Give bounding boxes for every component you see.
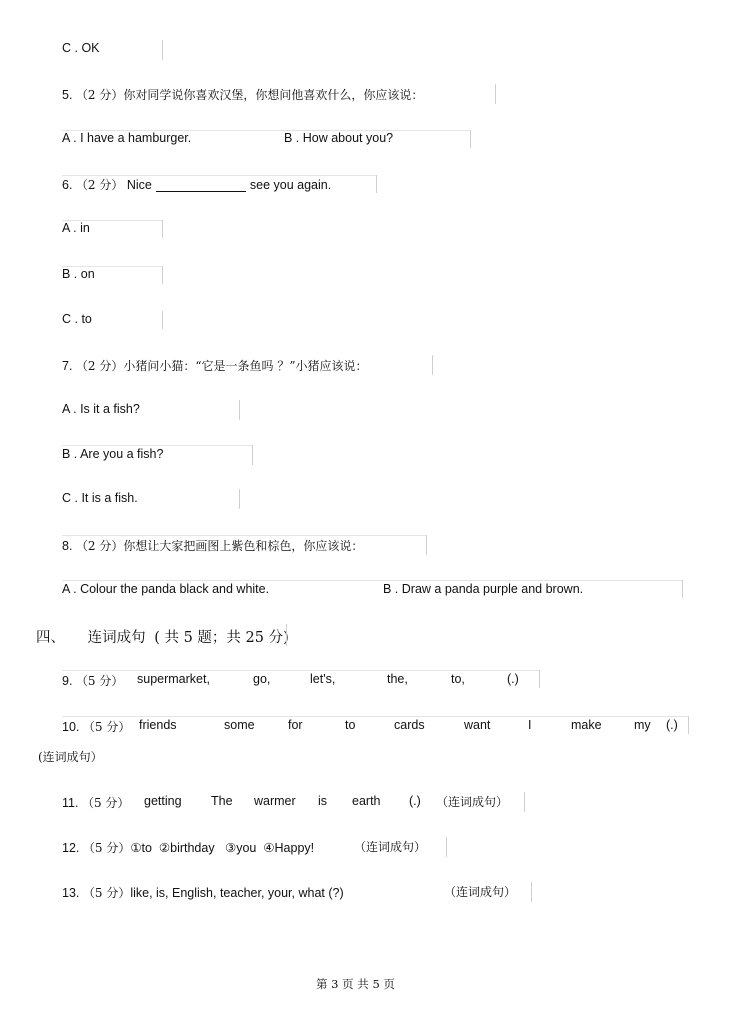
divider xyxy=(286,624,287,646)
divider xyxy=(446,837,447,857)
question-number: 12. xyxy=(62,841,80,855)
word-token: warmer xyxy=(254,794,296,808)
question-points: （5 分） xyxy=(82,720,131,734)
word-token: go, xyxy=(253,672,271,686)
q4-option-c: C . OK xyxy=(62,41,100,55)
divider xyxy=(62,535,426,536)
word-token: my xyxy=(634,718,651,732)
answer-blank xyxy=(156,179,246,192)
divider xyxy=(495,84,496,104)
question-number: 5. xyxy=(62,88,73,102)
q5-option-a: A . I have a hamburger. xyxy=(62,131,192,145)
question-points: （5 分） xyxy=(81,796,130,810)
question-12 xyxy=(62,839,314,856)
divider xyxy=(426,535,427,555)
word-token: to, xyxy=(451,672,465,686)
divider xyxy=(688,716,689,734)
word-token: for xyxy=(288,718,303,732)
word-token: some xyxy=(224,718,255,732)
divider xyxy=(62,580,682,581)
divider xyxy=(162,266,163,284)
word-token: supermarket, xyxy=(137,672,210,686)
section-heading xyxy=(36,626,289,647)
question-11 xyxy=(62,794,129,811)
question-number: 13. xyxy=(62,886,80,900)
divider xyxy=(682,580,683,598)
divider xyxy=(239,489,240,509)
question-9 xyxy=(62,672,123,689)
divider xyxy=(470,130,471,148)
word-token: I xyxy=(528,718,532,732)
q6-option-b: B . on xyxy=(62,267,95,281)
divider xyxy=(531,882,532,902)
divider xyxy=(62,445,252,446)
word-token: (.) xyxy=(409,794,421,808)
question-number: 8. xyxy=(62,539,73,553)
question-text: ①to ②birthday ③you ④Happy! xyxy=(130,841,315,855)
word-token: earth xyxy=(352,794,381,808)
section-number: 四、 xyxy=(36,630,65,646)
question-8 xyxy=(62,537,363,554)
word-token: want xyxy=(464,718,491,732)
divider xyxy=(376,175,377,193)
divider xyxy=(432,355,433,375)
q5-option-b: B . How about you? xyxy=(284,131,394,145)
question-points: （2 分） xyxy=(75,539,124,553)
question-text: 小猪问小猫：“它是一条鱼吗 ？”小猪应该说： xyxy=(123,359,368,373)
divider xyxy=(239,400,240,420)
question-number: 11. xyxy=(62,796,79,810)
question-points: （5 分） xyxy=(82,886,131,900)
question-number: 6. xyxy=(62,178,73,192)
question-7 xyxy=(62,357,367,374)
question-points: （5 分） xyxy=(75,674,124,688)
word-token: is xyxy=(318,794,328,808)
question-text-pre: Nice xyxy=(126,178,152,192)
page-footer: 第 3 页 共 5 页 xyxy=(316,977,395,991)
divider xyxy=(62,670,539,671)
divider xyxy=(162,220,163,238)
word-token: to xyxy=(345,718,356,732)
question-text: like, is, English, teacher, your, what (?) xyxy=(130,886,344,900)
q7-option-b: B . Are you a fish? xyxy=(62,447,164,461)
word-token: getting xyxy=(144,794,182,808)
section-meta: ( 共 5 题；共 25 分) xyxy=(154,630,289,646)
word-token: cards xyxy=(394,718,425,732)
word-token: (.) xyxy=(507,672,519,686)
question-text-post: see you again. xyxy=(249,178,332,192)
question-number: 10. xyxy=(62,720,80,734)
question-points: （5 分） xyxy=(82,841,131,855)
question-13 xyxy=(62,884,344,901)
word-token: let's, xyxy=(310,672,336,686)
q7-option-a: A . Is it a fish? xyxy=(62,402,140,416)
word-token: (.) xyxy=(666,718,678,732)
section-title: 连词成句 xyxy=(87,630,146,646)
question-5 xyxy=(62,86,423,103)
word-token: make xyxy=(571,718,602,732)
question-10 xyxy=(62,718,130,735)
q6-option-c: C . to xyxy=(62,312,92,326)
divider xyxy=(62,175,376,176)
question-number: 9. xyxy=(62,674,73,688)
question-text: 你对同学说你喜欢汉堡，你想问他喜欢什么，你应该说： xyxy=(123,88,424,102)
question-6 xyxy=(62,176,331,193)
word-token: the, xyxy=(387,672,408,686)
divider xyxy=(162,311,163,329)
divider xyxy=(62,716,688,717)
question-instruction: （连词成句） xyxy=(444,885,517,899)
question-instruction: （连词成句） xyxy=(436,795,509,809)
divider xyxy=(524,792,525,812)
word-token: friends xyxy=(139,718,177,732)
question-points: （2 分） xyxy=(75,88,124,102)
question-points: （2 分） xyxy=(75,178,124,192)
question-number: 7. xyxy=(62,359,73,373)
q8-option-a: A . Colour the panda black and white. xyxy=(62,582,270,596)
divider xyxy=(162,40,163,60)
q6-option-a: A . in xyxy=(62,221,90,235)
word-token: The xyxy=(211,794,233,808)
question-instruction: （连词成句） xyxy=(354,840,427,854)
question-points: （2 分） xyxy=(75,359,124,373)
q8-option-b: B . Draw a panda purple and brown. xyxy=(383,582,584,596)
divider xyxy=(539,670,540,688)
q7-option-c: C . It is a fish. xyxy=(62,491,138,505)
divider xyxy=(252,445,253,465)
question-text: 你想让大家把画图上紫色和棕色，你应该说： xyxy=(123,539,364,553)
question-instruction: (连词成句） xyxy=(38,750,103,764)
